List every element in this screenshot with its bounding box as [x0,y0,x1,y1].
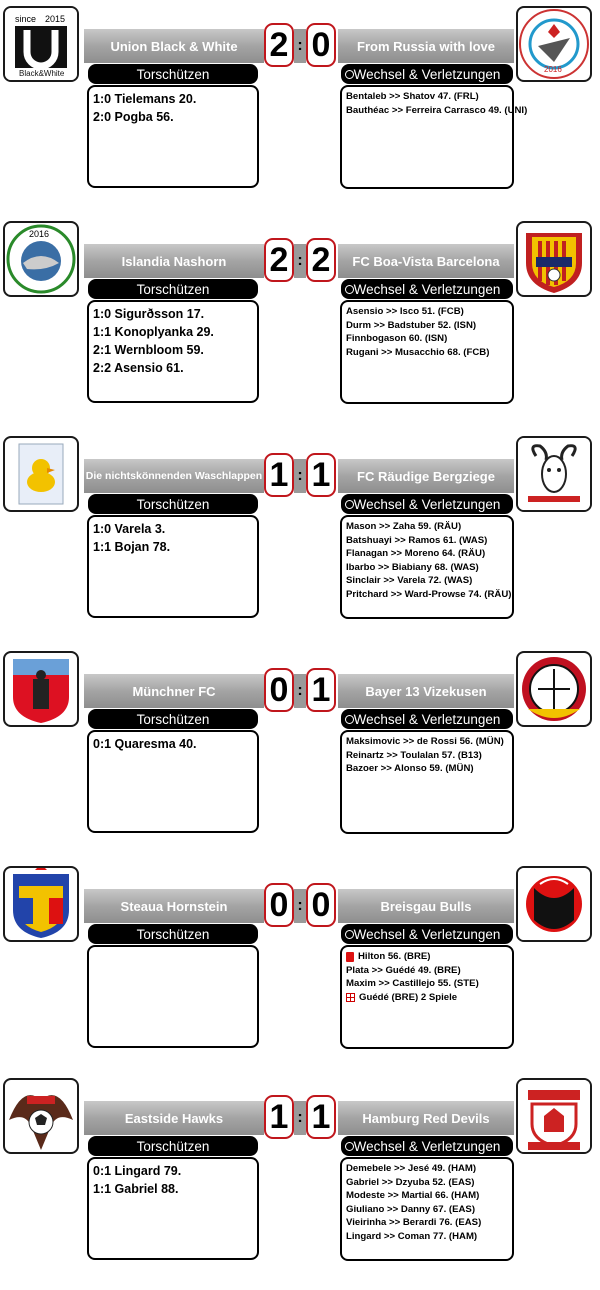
event-text: Mason >> Zaha 59. (RÄU) [346,521,462,532]
event-entry [346,305,508,319]
event-text: Bauthéac >> Ferreira Carrasco 49. (UNI) [346,104,528,116]
event-entry [346,90,508,104]
event-entry [346,547,508,561]
away-score: 1 [306,668,336,712]
svg-text:2016: 2016 [544,65,562,74]
circle-icon [345,715,354,724]
goal-entry: 0:1 Quaresma 40. [93,737,197,751]
crest-icon [518,8,590,80]
event-entry [346,1203,508,1217]
crest-icon [5,653,77,725]
event-text: Finnbogason 60. (ISN) [346,333,448,344]
event-entry [346,991,508,1005]
home-team-logo [3,436,79,512]
event-entry [346,319,508,333]
away-team-name: Bayer 13 Vizekusen [338,674,514,708]
away-score: 1 [306,453,336,497]
score-separator: : [294,459,306,493]
event-text: Lingard >> Coman 77. (HAM) [346,1230,478,1242]
event-text: Rugani >> Musacchio 68. (FCB) [346,346,490,358]
away-score: 0 [306,23,336,67]
away-score: 2 [306,238,336,282]
home-score: 0 [264,668,294,712]
event-text: Gabriel >> Dzyuba 52. (EAS) [346,1176,475,1188]
goal-entry: 1:0 Varela 3. [93,522,166,536]
scorers-box [87,515,259,618]
crest-icon [518,438,590,510]
event-text: Vieirinha >> Berardi 76. (EAS) [346,1217,482,1228]
event-entry [346,561,508,575]
score-separator: : [294,1101,306,1135]
event-text: Hilton 56. (BRE) [358,951,431,962]
home-team-name: Union Black & White [84,29,264,63]
home-team-logo [3,866,79,942]
crest-icon [5,438,77,510]
event-entry [346,1189,508,1203]
scorers-header [88,64,258,84]
home-team-name: Münchner FC [84,674,264,708]
home-team-logo [3,221,79,297]
events-box [340,945,514,1049]
event-entry [346,520,508,534]
away-team-logo [516,6,592,82]
event-entry [346,534,508,548]
scorers-box [87,300,259,403]
red-card-icon [346,952,354,962]
event-entry [346,574,508,588]
event-text: Ibarbo >> Biabiany 68. (WAS) [346,561,479,573]
event-text: Guédé (BRE) 2 Spiele [359,991,458,1003]
goal-entry: 2:0 Pogba 56. [93,110,174,124]
crest-icon [518,223,590,295]
goal-entry: 2:2 Asensio 61. [93,361,184,375]
event-text: Demebele >> Jesé 49. (HAM) [346,1163,477,1174]
scorers-label: Torschützen [136,711,210,727]
event-entry [346,749,508,763]
event-entry [346,346,508,360]
svg-text:2015: 2015 [45,14,66,24]
subs-label: Wechsel & Verletzungen [353,66,501,82]
home-score: 2 [264,23,294,67]
scorers-header [88,494,258,514]
event-text: Reinartz >> Toulalan 57. (B13) [346,749,482,761]
away-score: 0 [306,883,336,927]
event-entry [346,332,508,346]
goal-entry: 1:1 Gabriel 88. [93,1182,179,1196]
away-score: 1 [306,1095,336,1139]
event-text: Durm >> Badstuber 52. (ISN) [346,319,477,331]
away-team-name: From Russia with love [338,29,514,63]
scorers-label: Torschützen [136,281,210,297]
event-text: Sinclair >> Varela 72. (WAS) [346,575,473,586]
away-team-logo [516,1078,592,1154]
home-team-logo [3,6,79,82]
event-text: Pritchard >> Ward-Prowse 74. (RÄU) [346,588,512,600]
circle-icon [345,70,354,79]
home-team-name: Die nichtskönnenden Waschlappen [84,459,264,493]
events-box [340,85,528,189]
score-separator: : [294,244,306,278]
svg-text:since: since [15,14,37,24]
score-separator: : [294,29,306,63]
home-team-name: Eastside Hawks [84,1101,264,1135]
scorers-header [88,924,258,944]
away-team-logo [516,436,592,512]
match-card [0,648,600,863]
event-entry [346,104,528,118]
away-team-name: FC Boa-Vista Barcelona [338,244,514,278]
circle-icon [345,930,354,939]
home-score: 1 [264,453,294,497]
crest-icon [5,1080,77,1152]
crest-icon [518,1080,590,1152]
match-card [0,863,600,1078]
away-team-name: Breisgau Bulls [338,889,514,923]
event-text: Asensio >> Isco 51. (FCB) [346,306,464,317]
circle-icon [345,285,354,294]
event-text: Plata >> Guédé 49. (BRE) [346,964,461,976]
events-box [340,300,514,404]
scorers-label: Torschützen [136,496,210,512]
subs-header [341,1136,513,1156]
event-entry [346,1230,508,1244]
scorers-box [87,945,259,1048]
subs-label: Wechsel & Verletzungen [353,926,501,942]
event-entry [346,735,508,749]
home-score: 0 [264,883,294,927]
scorers-label: Torschützen [136,1138,210,1154]
home-score: 1 [264,1095,294,1139]
subs-header [341,279,513,299]
score-separator: : [294,674,306,708]
subs-header [341,64,513,84]
scorers-box [87,1157,259,1260]
subs-label: Wechsel & Verletzungen [353,711,501,727]
score-separator: : [294,889,306,923]
away-team-name: Hamburg Red Devils [338,1101,514,1135]
home-team-logo [3,1078,79,1154]
home-team-name: Islandia Nashorn [84,244,264,278]
goal-entry: 1:0 Sigurðsson 17. [93,307,205,321]
scorers-header [88,1136,258,1156]
away-team-name: FC Räudige Bergziege [338,459,514,493]
home-team-logo [3,651,79,727]
event-text: Maksimovic >> de Rossi 56. (MÜN) [346,736,504,747]
match-card [0,3,600,218]
subs-header [341,924,513,944]
goal-entry: 0:1 Lingard 79. [93,1164,182,1178]
away-team-logo [516,651,592,727]
event-entry [346,1162,508,1176]
injury-icon [346,993,355,1002]
crest-icon [5,8,77,80]
event-text: Batshuayi >> Ramos 61. (WAS) [346,534,488,546]
svg-text:Black&White: Black&White [19,69,65,78]
goal-entry: 2:1 Wernbloom 59. [93,343,204,357]
scorers-box [87,730,259,833]
event-entry [346,950,508,964]
goal-entry: 1:1 Bojan 78. [93,540,171,554]
crest-icon [5,223,77,295]
crest-icon [5,868,77,940]
event-text: Flanagan >> Moreno 64. (RÄU) [346,548,486,559]
crest-icon [518,653,590,725]
event-text: Giuliano >> Danny 67. (EAS) [346,1203,476,1215]
event-text: Bentaleb >> Shatov 47. (FRL) [346,91,479,102]
events-box [340,1157,514,1261]
scorers-header [88,279,258,299]
subs-label: Wechsel & Verletzungen [353,1138,501,1154]
circle-icon [345,500,354,509]
home-team-name: Steaua Hornstein [84,889,264,923]
home-score: 2 [264,238,294,282]
subs-label: Wechsel & Verletzungen [353,496,501,512]
event-text: Modeste >> Martial 66. (HAM) [346,1190,480,1201]
event-entry [346,964,508,978]
match-card [0,218,600,433]
match-card [0,433,600,648]
event-entry [346,1176,508,1190]
scorers-label: Torschützen [136,926,210,942]
svg-text:2016: 2016 [29,229,50,239]
away-team-logo [516,866,592,942]
events-box [340,730,514,834]
event-entry [346,1216,508,1230]
circle-icon [345,1142,354,1151]
event-text: Maxim >> Castillejo 55. (STE) [346,978,479,989]
scorers-header [88,709,258,729]
goal-entry: 1:0 Tielemans 20. [93,92,197,106]
scorers-box [87,85,259,188]
event-entry [346,977,508,991]
event-entry [346,762,508,776]
event-text: Bazoer >> Alonso 59. (MÜN) [346,763,474,774]
subs-header [341,494,513,514]
away-team-logo [516,221,592,297]
subs-label: Wechsel & Verletzungen [353,281,501,297]
goal-entry: 1:1 Konoplyanka 29. [93,325,214,339]
scorers-label: Torschützen [136,66,210,82]
crest-icon [518,868,590,940]
subs-header [341,709,513,729]
events-box [340,515,514,619]
event-entry [346,588,512,602]
